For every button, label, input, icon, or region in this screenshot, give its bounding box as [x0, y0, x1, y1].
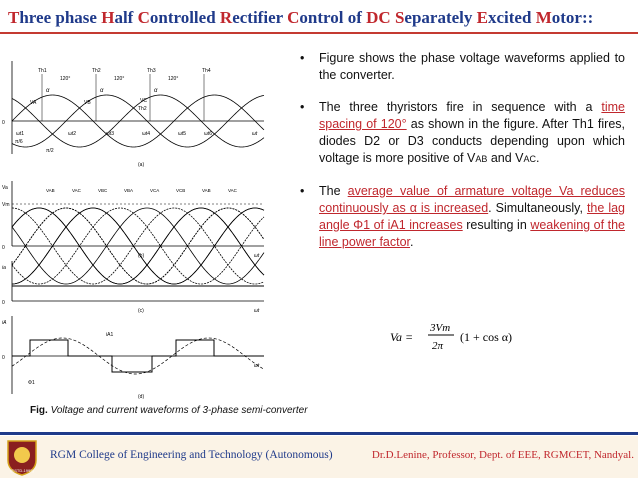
thyristor-label-mid: Th2 — [138, 106, 147, 112]
thyristor-label-th4: Th4 — [202, 68, 211, 74]
bullet-list — [300, 50, 625, 266]
axis-label-va: Va — [2, 185, 8, 191]
phase-label-va: VA — [30, 100, 37, 106]
line-voltage-label-4: VBA — [124, 188, 134, 193]
pi-over-6-label: π/6 — [15, 139, 23, 145]
bullet-dot-icon: • — [300, 51, 305, 65]
slide-title — [8, 8, 632, 28]
title-text-2: ontrolled — [149, 8, 220, 27]
title-text-1: alf — [114, 8, 138, 27]
bullet-3-segment-0: The — [319, 184, 348, 198]
footer-bar — [0, 436, 638, 478]
wt-label-2: ωt2 — [68, 131, 77, 137]
thyristor-label-th3: Th3 — [147, 68, 156, 74]
footer-divider — [0, 432, 638, 435]
current-label-ia1: iA1 — [106, 332, 114, 338]
wt-label-3: ωt3 — [106, 131, 115, 137]
average-voltage-formula — [386, 317, 546, 357]
bullet-1 — [300, 50, 625, 84]
bullet-2-segment-4: and V — [487, 151, 524, 165]
alpha-label-2: α — [100, 88, 104, 94]
thyristor-label-th2: Th2 — [92, 68, 101, 74]
panel-label-a: (a) — [138, 162, 145, 168]
waveform-figure — [2, 36, 292, 421]
origin-label-c: 0 — [2, 300, 5, 306]
bullet-3-segment-4: resulting in — [462, 218, 531, 232]
bullet-3-segment-2: . Simultaneously, — [488, 201, 587, 215]
line-voltage-labels — [46, 188, 238, 193]
panel-b — [2, 181, 264, 284]
panel-label-c: (c) — [138, 308, 144, 314]
bullet-2-segment-5: AC — [523, 154, 536, 164]
title-text-7: xcited — [488, 8, 536, 27]
axis-wt-d: ωt — [254, 363, 260, 369]
bullet-3-segment-3: the lag angle Φ1 of iA1 increases — [319, 201, 626, 232]
bullet-3-segment-5: weakening of the line power factor — [319, 218, 625, 249]
title-capital-8: M — [535, 8, 552, 27]
axis-label-ia1: iA — [2, 320, 7, 326]
angle-label-120-3: 120° — [168, 76, 179, 82]
title-underline — [0, 32, 638, 34]
panel-d — [2, 316, 264, 400]
line-voltage-label-6: VCB — [176, 188, 186, 193]
line-voltage-label-5: VCA — [150, 188, 160, 193]
axis-wt-a: ωt — [252, 131, 258, 137]
angle-label-120-2: 120° — [114, 76, 125, 82]
wt-label-5: ωt5 — [178, 131, 187, 137]
line-voltage-label-2: VAC — [72, 188, 81, 193]
footer-author: Dr.D.Lenine, Professor, Dept. of EEE, RGMCET, Nandyal. — [371, 449, 634, 461]
college-logo — [4, 438, 40, 476]
bullet-dot-icon: • — [300, 184, 305, 198]
pi-over-2-label: π/2 — [46, 148, 54, 154]
axis-label-ia: ia — [2, 265, 6, 271]
title-text-6: eparately — [404, 8, 477, 27]
caption-text: Voltage and current waveforms of 3-phase semi-converter — [50, 405, 308, 416]
bullet-2-segment-6: . — [536, 151, 540, 165]
origin-label-d: 0 — [2, 355, 5, 361]
title-capital-0: T — [8, 8, 20, 27]
logo-text: (ESTD-1995) — [10, 468, 34, 473]
bullet-2-segment-0: The three thyristors fire in sequence with a — [319, 100, 602, 114]
thyristor-label-th1: Th1 — [38, 68, 47, 74]
title-capital-7: E — [476, 8, 488, 27]
bullet-3-segment-6: . — [410, 235, 414, 249]
axis-wt-b: ωt — [254, 253, 260, 259]
title-capital-3: R — [219, 8, 233, 27]
title-capital-6: S — [394, 8, 405, 27]
formula-rhs: (1 + cos α) — [460, 330, 513, 344]
alpha-label-1: α — [46, 88, 50, 94]
panel-a — [2, 61, 264, 168]
bullet-2-segment-2: as shown in the figure. After Th1 fires, diodes D2 or D3 conducts depending upon which voltage is more positive of V — [319, 117, 626, 165]
alpha-label-3: α — [154, 88, 158, 94]
panel-label-b: (b) — [138, 253, 145, 259]
title-text-8: otor:: — [551, 8, 594, 27]
bullet-2-segment-1: time spacing of 120° — [319, 100, 625, 131]
bullet-dot-icon: • — [300, 100, 305, 114]
title-text-4: ontrol of — [299, 8, 367, 27]
formula-lhs: Va = — [390, 330, 414, 344]
bullet-1-segment-0: Figure shows the phase voltage waveforms applied to the converter. — [319, 51, 625, 82]
bullet-3-segment-1: average value of armature voltage Va reduces continuously as α is increased — [319, 184, 625, 215]
origin-label-a: 0 — [2, 120, 5, 126]
title-text-0: hree phase — [19, 8, 102, 27]
axis-wt-c: ωt — [254, 308, 260, 314]
phase-label-vb: VB — [84, 100, 91, 106]
title-capital-4: C — [287, 8, 300, 27]
phi1-label: Φ1 — [28, 380, 35, 386]
logo-emblem — [14, 447, 30, 463]
figure-caption — [30, 405, 308, 416]
formula-denominator: 2π — [432, 340, 444, 352]
origin-label-b: 0 — [2, 245, 5, 251]
axis-label-vm: Vm — [2, 202, 10, 208]
phase-label-vc: VC — [140, 98, 147, 104]
wt-label-6: ωt6 — [204, 131, 213, 137]
title-capital-1: H — [101, 8, 115, 27]
title-capital-5: DC — [366, 8, 391, 27]
caption-prefix: Fig. — [30, 405, 48, 416]
footer-college-name: RGM College of Engineering and Technology (Autonomous) — [50, 449, 333, 461]
wt-label-4: ωt4 — [142, 131, 151, 137]
line-voltage-label-1: VAB — [46, 188, 55, 193]
line-voltage-label-3: VBC — [98, 188, 108, 193]
bullet-3 — [300, 183, 625, 251]
panel-label-d: (d) — [138, 394, 145, 400]
line-voltage-label-8: VAC — [228, 188, 237, 193]
formula-numerator: 3Vm — [430, 322, 451, 334]
angle-label-120-1: 120° — [60, 76, 71, 82]
bullet-2-segment-3: AB — [475, 154, 488, 164]
bullet-2 — [300, 99, 625, 168]
title-capital-2: C — [137, 8, 150, 27]
title-text-3: ectifier — [232, 8, 288, 27]
line-voltage-label-7: VAB — [202, 188, 211, 193]
wt-label-1: ωt1 — [16, 131, 25, 137]
